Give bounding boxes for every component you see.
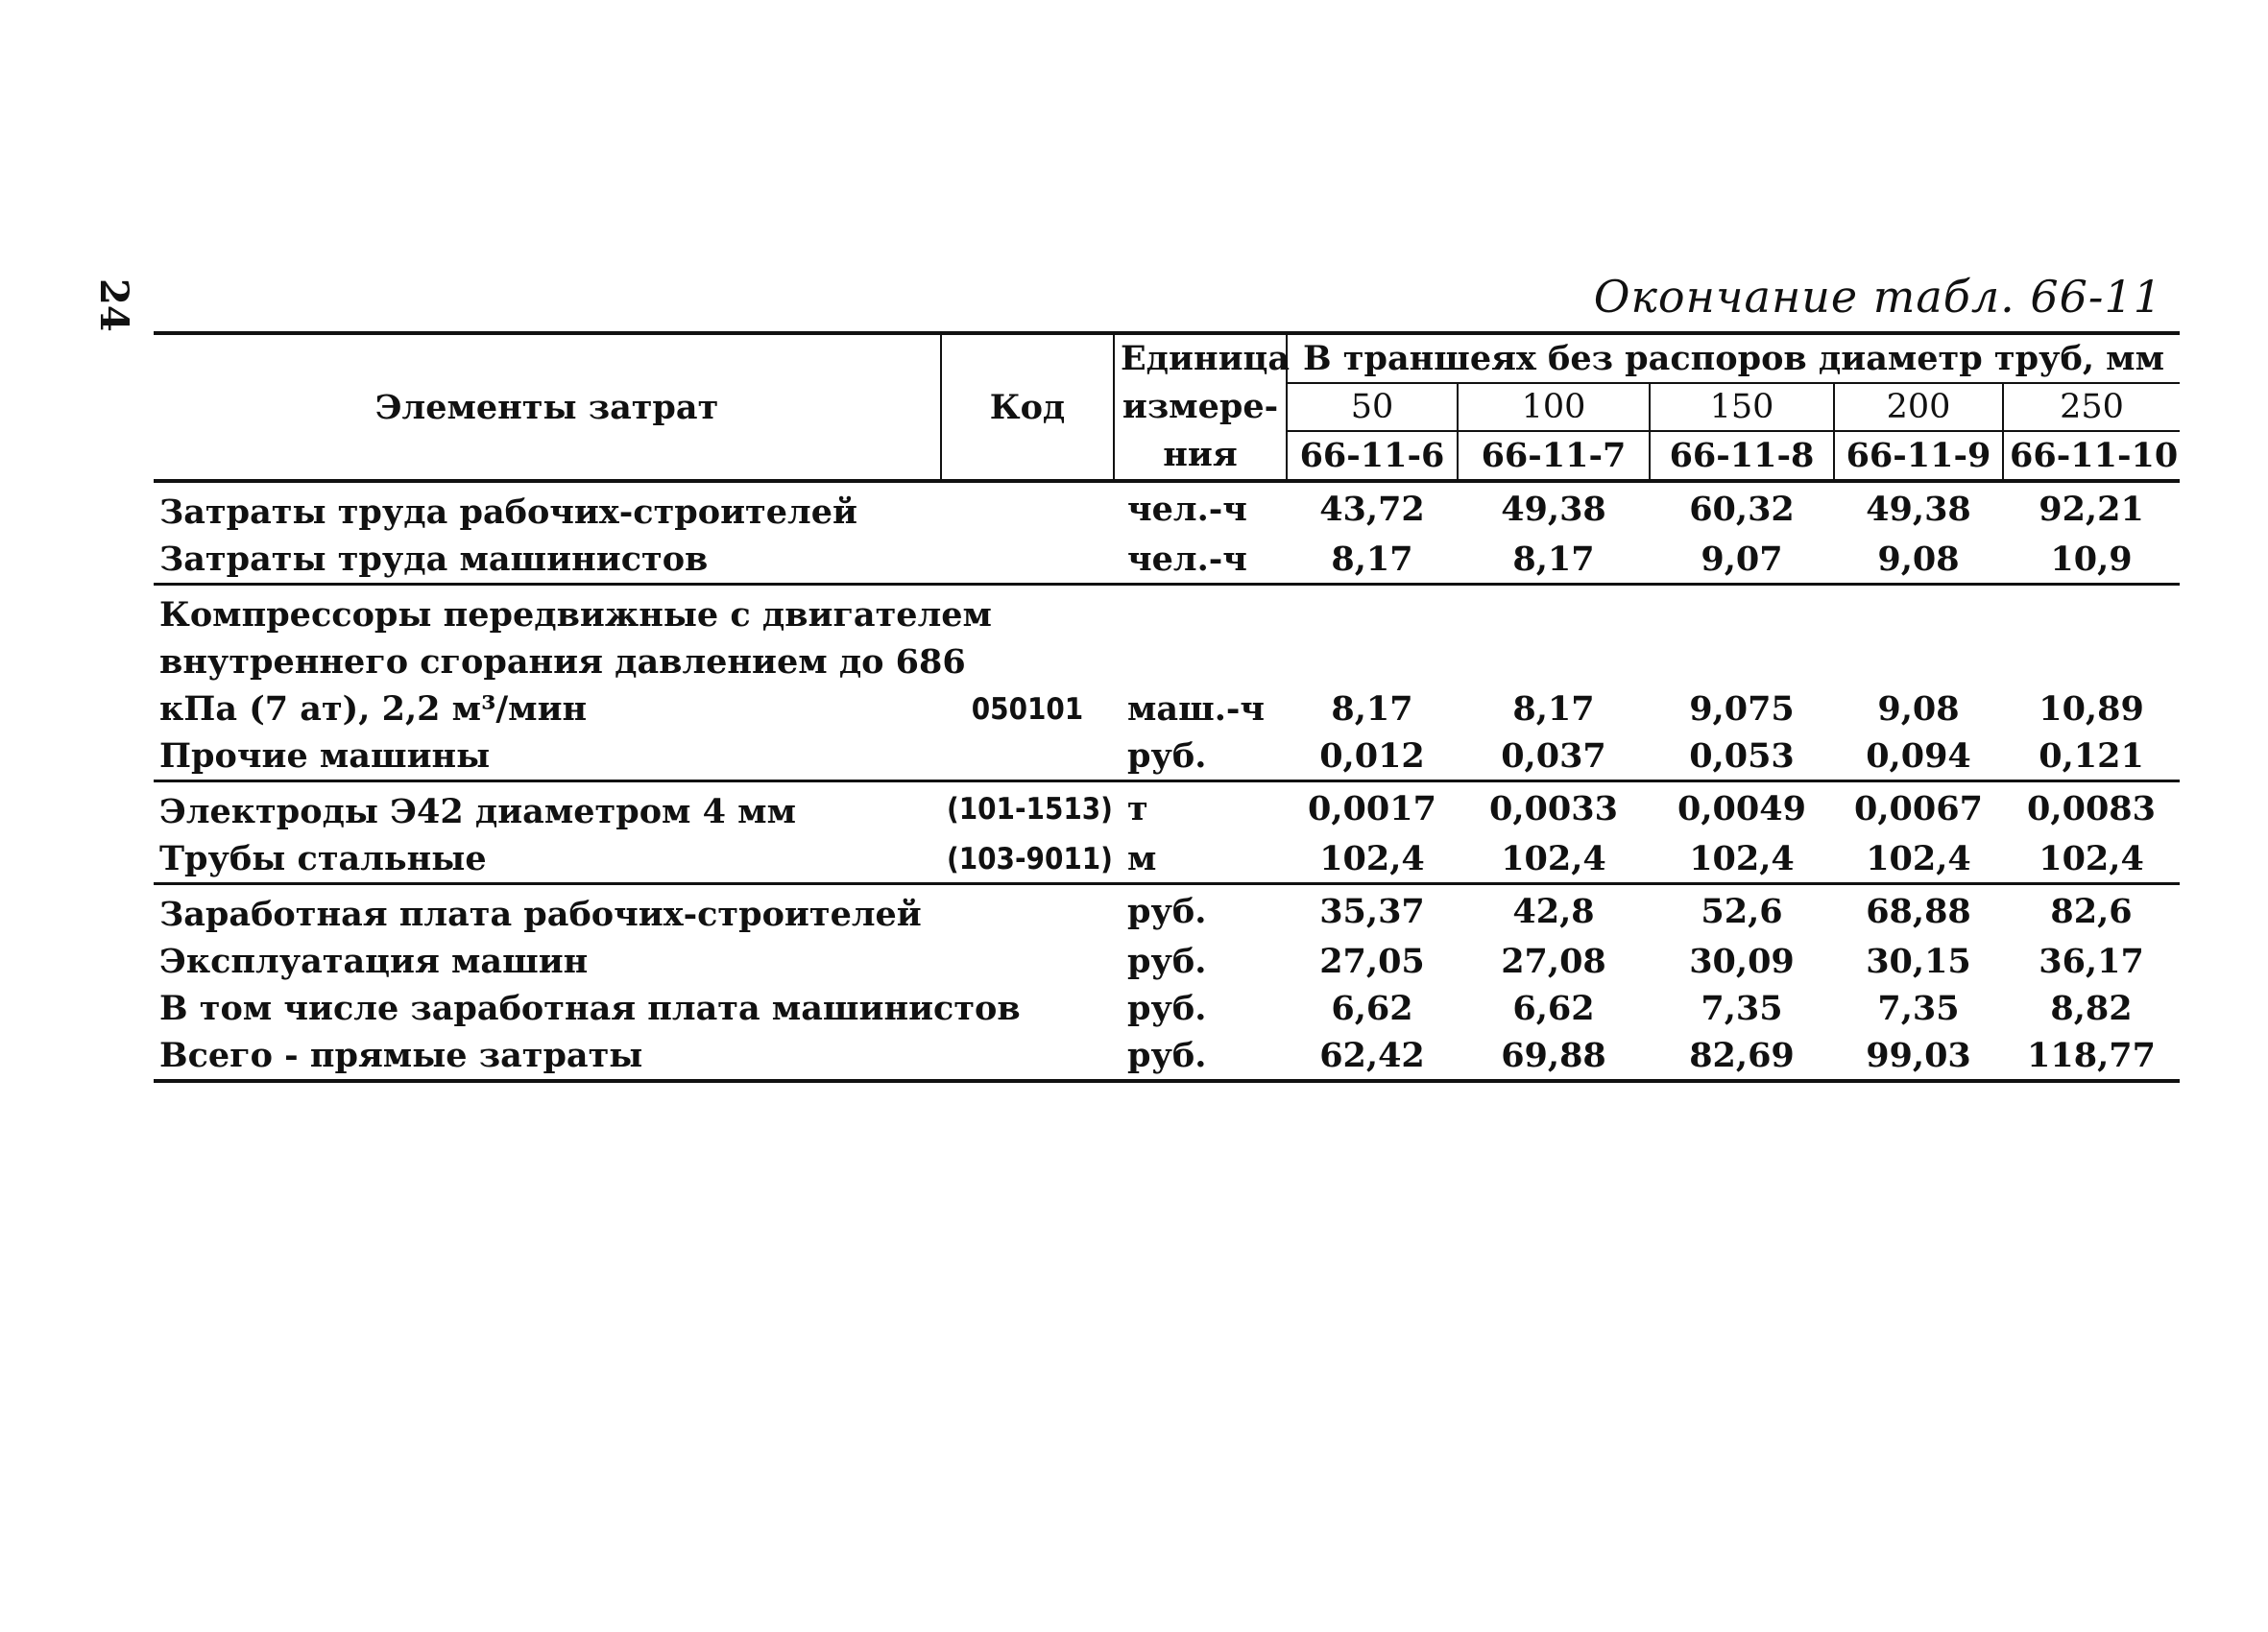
table-row <box>154 685 2180 732</box>
row-value: 8,17 <box>1512 689 1595 729</box>
header-unit-line3: ния <box>1163 435 1238 474</box>
header-norm-code: 66-11-6 <box>1287 431 1458 481</box>
cost-table <box>154 331 2180 1083</box>
row-unit: руб. <box>1114 732 1287 781</box>
row-value: 60,32 <box>1689 490 1795 529</box>
row-value: 8,82 <box>2050 989 2133 1028</box>
row-unit: руб. <box>1127 989 1207 1028</box>
row-value: 118,77 <box>2003 1032 2180 1081</box>
row-name-line: кПа (7 ат), 2,2 м³/мин <box>159 689 588 729</box>
row-value: 69,88 <box>1458 1032 1650 1081</box>
row-value: 102,4 <box>1834 835 2003 884</box>
row-value: 9,075 <box>1689 689 1795 729</box>
table-header <box>154 333 2180 481</box>
row-code: 050101 <box>971 691 1084 727</box>
row-unit: м <box>1114 835 1287 884</box>
table-row <box>154 536 2180 585</box>
row-name: Затраты труда машинистов <box>154 536 941 585</box>
row-value: 62,42 <box>1287 1032 1458 1081</box>
header-norm-code: 66-11-9 <box>1834 431 2003 481</box>
row-value: 27,08 <box>1501 942 1606 981</box>
table-row <box>154 481 2180 536</box>
header-norm-code: 66-11-8 <box>1650 431 1834 481</box>
row-name: Электроды Э42 диаметром 4 мм <box>159 792 796 831</box>
row-value: 102,4 <box>1287 835 1458 884</box>
row-value: 9,08 <box>1834 536 2003 585</box>
row-value: 8,17 <box>1331 689 1413 729</box>
header-norm-code: 66-11-10 <box>2003 431 2180 481</box>
row-value: 0,0033 <box>1489 789 1618 828</box>
row-name: Прочие машины <box>154 732 941 781</box>
row-unit: руб. <box>1127 942 1207 981</box>
row-unit: чел.-ч <box>1127 490 1247 529</box>
header-diameter: 100 <box>1458 383 1650 432</box>
row-value: 9,07 <box>1650 536 1834 585</box>
row-value: 0,0067 <box>1854 789 1983 828</box>
header-diameter: 50 <box>1287 383 1458 432</box>
row-value: 49,38 <box>1501 490 1606 529</box>
row-value: 7,35 <box>1701 989 1783 1028</box>
table-row <box>154 938 2180 985</box>
table-row <box>154 1032 2180 1081</box>
table-row <box>154 585 2180 639</box>
row-value: 9,08 <box>1877 689 1960 729</box>
row-unit: руб. <box>1114 1032 1287 1081</box>
row-value: 0,053 <box>1650 732 1834 781</box>
row-value: 0,0083 <box>2027 789 2156 828</box>
header-unit-line2: измере- <box>1122 387 1279 426</box>
row-value: 92,21 <box>2039 490 2144 529</box>
table-row <box>154 835 2180 884</box>
row-value: 30,15 <box>1866 942 1971 981</box>
header-diameter: 150 <box>1650 383 1834 432</box>
row-name: Всего - прямые затраты <box>154 1032 941 1081</box>
row-code <box>941 938 1114 985</box>
row-value: 43,72 <box>1319 490 1425 529</box>
row-value: 82,6 <box>2050 892 2133 931</box>
table-row <box>154 781 2180 836</box>
row-code: (103-9011) <box>941 835 1114 884</box>
row-value: 102,4 <box>2003 835 2180 884</box>
row-code <box>941 481 1114 536</box>
row-value: 10,89 <box>2039 689 2144 729</box>
row-code <box>941 536 1114 585</box>
row-name-line: внутреннего сгорания давлением до 686 <box>159 642 966 682</box>
row-name: Затраты труда рабочих-строителей <box>159 492 857 532</box>
table-caption: Окончание табл. 66-11 <box>1593 271 2162 323</box>
row-value: 0,121 <box>2003 732 2180 781</box>
row-value: 68,88 <box>1866 892 1971 931</box>
row-value: 6,62 <box>1512 989 1595 1028</box>
header-unit-line1: Единица <box>1121 339 1291 378</box>
row-value: 8,17 <box>1287 536 1458 585</box>
row-name: Трубы стальные <box>154 835 941 884</box>
row-value: 36,17 <box>2039 942 2144 981</box>
row-value: 30,09 <box>1689 942 1795 981</box>
row-name: Эксплуатация машин <box>159 942 589 981</box>
row-value: 102,4 <box>1650 835 1834 884</box>
row-value: 35,37 <box>1319 892 1425 931</box>
row-value: 0,094 <box>1834 732 2003 781</box>
row-unit: т <box>1127 789 1148 828</box>
row-value: 10,9 <box>2003 536 2180 585</box>
header-unit <box>1114 333 1291 481</box>
table-row <box>154 638 2180 685</box>
header-elements: Элементы затрат <box>154 333 941 481</box>
header-group-title: В траншеях без распоров диаметр труб, мм <box>1287 333 2180 383</box>
row-value: 49,38 <box>1866 490 1971 529</box>
page-number: 24 <box>91 278 136 332</box>
row-value: 42,8 <box>1512 892 1595 931</box>
header-code: Код <box>941 333 1114 481</box>
table-row <box>154 884 2180 939</box>
row-name: Заработная плата рабочих-строителей <box>159 895 922 934</box>
row-unit: чел.-ч <box>1114 536 1287 585</box>
row-code <box>941 884 1114 939</box>
row-code <box>941 1032 1114 1081</box>
row-value: 102,4 <box>1458 835 1650 884</box>
row-value: 0,0049 <box>1677 789 1806 828</box>
row-value: 0,037 <box>1458 732 1650 781</box>
row-unit: руб. <box>1127 892 1207 931</box>
row-name: В том числе заработная плата машинистов <box>159 989 1021 1028</box>
row-value: 52,6 <box>1701 892 1783 931</box>
row-unit: маш.-ч <box>1127 689 1266 729</box>
table-row <box>154 732 2180 781</box>
row-value: 0,012 <box>1287 732 1458 781</box>
row-value: 82,69 <box>1650 1032 1834 1081</box>
row-code <box>941 732 1114 781</box>
header-diameter: 250 <box>2003 383 2180 432</box>
row-value: 6,62 <box>1331 989 1413 1028</box>
table-row <box>154 985 2180 1032</box>
header-norm-code: 66-11-7 <box>1458 431 1650 481</box>
row-value: 8,17 <box>1458 536 1650 585</box>
row-code: (101-1513) <box>947 791 1113 827</box>
row-name-line: Компрессоры передвижные с двигателем <box>159 595 992 635</box>
header-diameter: 200 <box>1834 383 2003 432</box>
table-body <box>154 481 2180 1081</box>
row-value: 99,03 <box>1834 1032 2003 1081</box>
row-value: 27,05 <box>1319 942 1425 981</box>
row-value: 7,35 <box>1877 989 1960 1028</box>
row-value: 0,0017 <box>1308 789 1436 828</box>
